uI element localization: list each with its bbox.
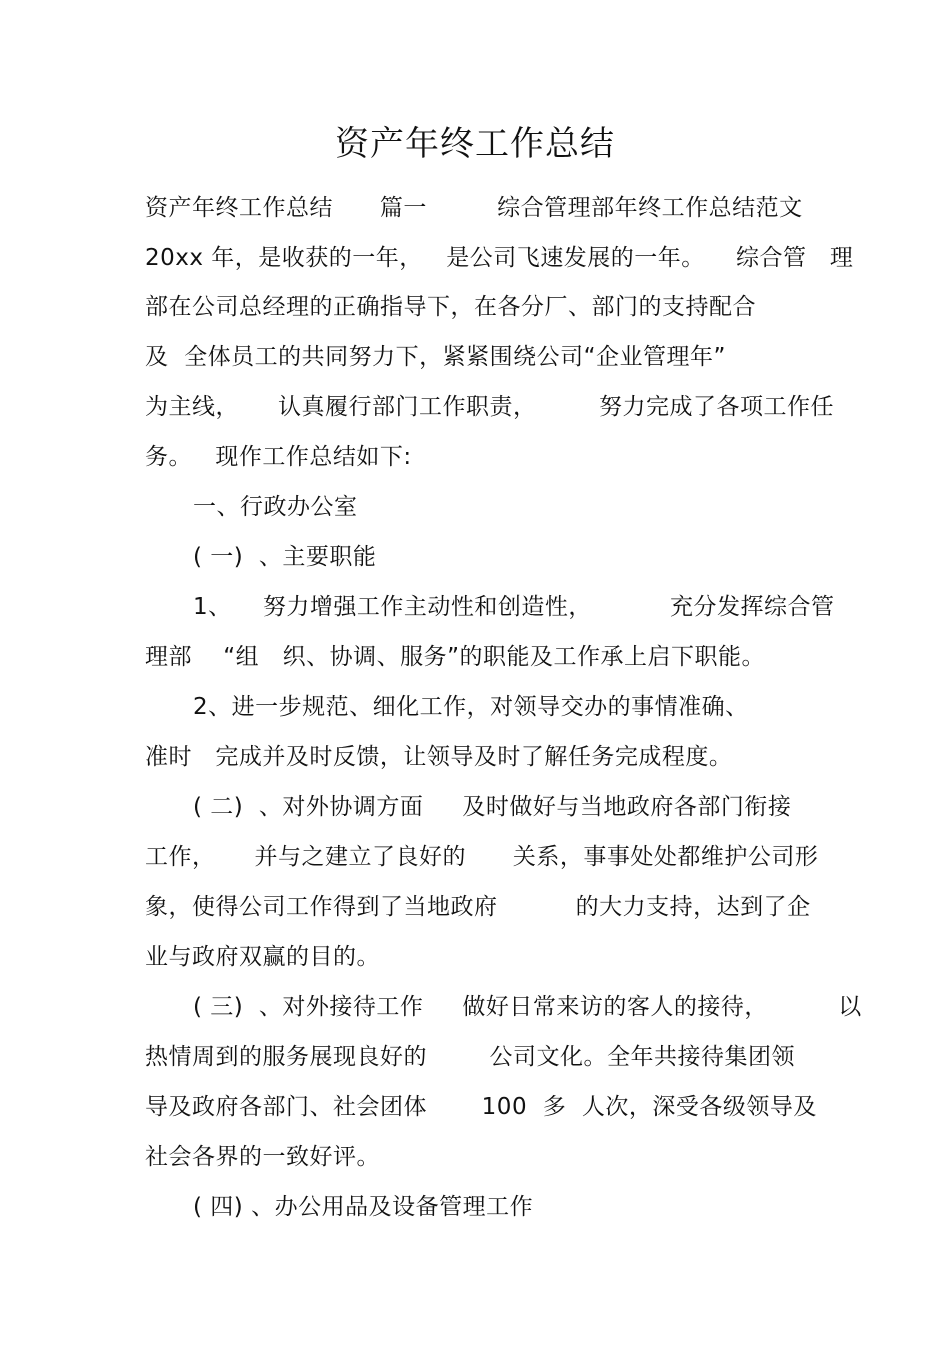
subsection-heading: ( 一) 、主要职能 [193,544,377,570]
paragraph-line: 部在公司总经理的正确指导下，在各分厂、部门的支持配合 [145,294,756,320]
paragraph-line: 业与政府双赢的目的。 [145,944,380,970]
section-heading: 一、行政办公室 [193,494,358,520]
paragraph-line: 务。 现作工作总结如下: [145,444,412,470]
paragraph-line: 20xx 年，是收获的一年， 是公司飞速发展的一年。 综合管 理 [145,245,854,271]
paragraph-line: 资产年终工作总结 篇一 综合管理部年终工作总结范文 [145,195,803,221]
document-title: 资产年终工作总结 [335,124,615,164]
paragraph-line: 1、 努力增强工作主动性和创造性， 充分发挥综合管 [193,594,835,620]
paragraph-line: 象，使得公司工作得到了当地政府 的大力支持，达到了企 [145,894,811,920]
subsection-heading: ( 二) 、对外协调方面 及时做好与当地政府各部门衔接 [193,794,792,820]
subsection-heading: ( 四) 、办公用品及设备管理工作 [193,1194,534,1220]
paragraph-line: 热情周到的服务展现良好的 公司文化。全年共接待集团领 [145,1044,795,1070]
paragraph-line: 工作， 并与之建立了良好的 关系，事事处处都维护公司形 [145,844,819,870]
paragraph-line: 社会各界的一致好评。 [145,1144,380,1170]
paragraph-line: 准时 完成并及时反馈，让领导及时了解任务完成程度。 [145,744,733,770]
subsection-heading: ( 三) 、对外接待工作 做好日常来访的客人的接待， 以 [193,994,862,1020]
paragraph-line: 导及政府各部门、社会团体 100 多 人次，深受各级领导及 [145,1094,817,1120]
paragraph-line: 2、进一步规范、细化工作，对领导交办的事情准确、 [193,694,749,720]
paragraph-line: 为主线， 认真履行部门工作职责， 努力完成了各项工作任 [145,394,835,420]
paragraph-line: 及 全体员工的共同努力下，紧紧围绕公司“企业管理年” [145,344,726,370]
paragraph-line: 理部 “组 织、协调、服务”的职能及工作承上启下职能。 [145,644,766,670]
